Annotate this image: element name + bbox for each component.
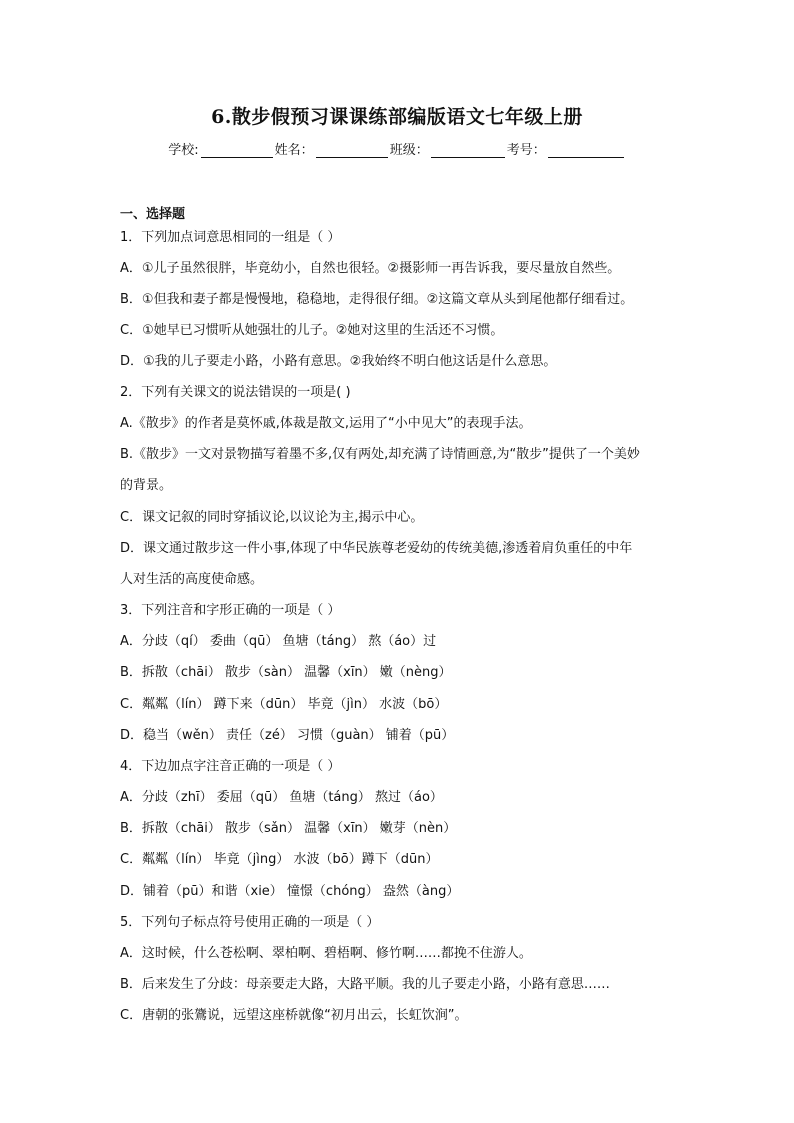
section-title: 一、选择题 xyxy=(120,207,186,222)
name-label: 姓名： xyxy=(274,143,314,158)
question-line: D．铺着（pū）和谐（xie） 憧憬（chóng） 盎然（àng） xyxy=(120,884,460,899)
question-line: A．分歧（zhī） 委屈（qū） 鱼塘（táng） 熬过（áo） xyxy=(120,790,443,805)
question-line: 2．下列有关课文的说法错误的一项是( ) xyxy=(120,385,351,400)
question-line: 4．下边加点字注音正确的一项是（ ） xyxy=(120,759,341,774)
number-label: 考号： xyxy=(506,143,546,158)
question-line: 3．下列注音和字形正确的一项是（ ） xyxy=(120,603,341,618)
school-label: 学校: xyxy=(168,143,199,158)
question-line: 5．下列句子标点符号使用正确的一项是（ ） xyxy=(120,915,380,930)
question-line: C．①她早已习惯听从她强壮的儿子。②她对这里的生活还不习惯。 xyxy=(120,323,504,338)
question-line: B．后来发生了分歧：母亲要走大路，大路平顺。我的儿子要走小路，小路有意思…… xyxy=(120,977,610,992)
name-blank xyxy=(316,143,388,158)
class-label: 班级： xyxy=(389,143,429,158)
question-line: A．这时候，什么苍松啊、翠柏啊、碧梧啊、修竹啊……都挽不住游人。 xyxy=(120,946,532,961)
question-line: C．唐朝的张鷟说，远望这座桥就像“初月出云，长虹饮涧”。 xyxy=(120,1008,468,1023)
question-line: C．课文记叙的同时穿插议论,以议论为主,揭示中心。 xyxy=(120,510,424,525)
question-line: A．①儿子虽然很胖，毕竟幼小，自然也很轻。②摄影师一再告诉我，要尽量放自然些。 xyxy=(120,261,621,276)
page-title: 6.散步假预习课课练部编版语文七年级上册 xyxy=(211,106,583,128)
question-line: C．粼粼（lín） 毕竟（jìng） 水波（bō）蹲下（dūn） xyxy=(120,852,439,867)
student-info-row xyxy=(0,139,794,158)
question-line: 人对生活的高度使命感。 xyxy=(120,572,264,587)
question-line: B．拆散（chāi） 散步（sàn） 温馨（xīn） 嫩（nèng） xyxy=(120,665,452,680)
number-blank xyxy=(548,143,624,158)
school-blank xyxy=(201,143,273,158)
question-line: C．粼粼（lín） 蹲下来（dūn） 毕竟（jìn） 水波（bō） xyxy=(120,697,448,712)
question-line: B.《散步》一文对景物描写着墨不多,仅有两处,却充满了诗情画意,为“散步”提供了一个美妙 xyxy=(120,447,640,462)
class-blank xyxy=(431,143,505,158)
question-line: D．课文通过散步这一件小事,体现了中华民族尊老爱幼的传统美德,渗透着肩负重任的中年 xyxy=(120,541,633,556)
question-line: 1．下列加点词意思相同的一组是（ ） xyxy=(120,230,341,245)
question-line: D．①我的儿子要走小路，小路有意思。②我始终不明白他这话是什么意思。 xyxy=(120,354,557,369)
question-line: A．分歧（qí） 委曲（qū） 鱼塘（táng） 熬（áo）过 xyxy=(120,634,437,649)
question-line: B．拆散（chāi） 散步（sǎn） 温馨（xīn） 嫩芽（nèn） xyxy=(120,821,457,836)
question-line: 的背景。 xyxy=(120,478,173,493)
question-line: D．稳当（wěn） 责任（zé） 习惯（guàn） 铺着（pū） xyxy=(120,728,455,743)
question-line: A.《散步》的作者是莫怀戚,体裁是散文,运用了“小中见大”的表现手法。 xyxy=(120,416,532,431)
question-line: B．①但我和妻子都是慢慢地，稳稳地，走得很仔细。②这篇文章从头到尾他都仔细看过。 xyxy=(120,292,634,307)
